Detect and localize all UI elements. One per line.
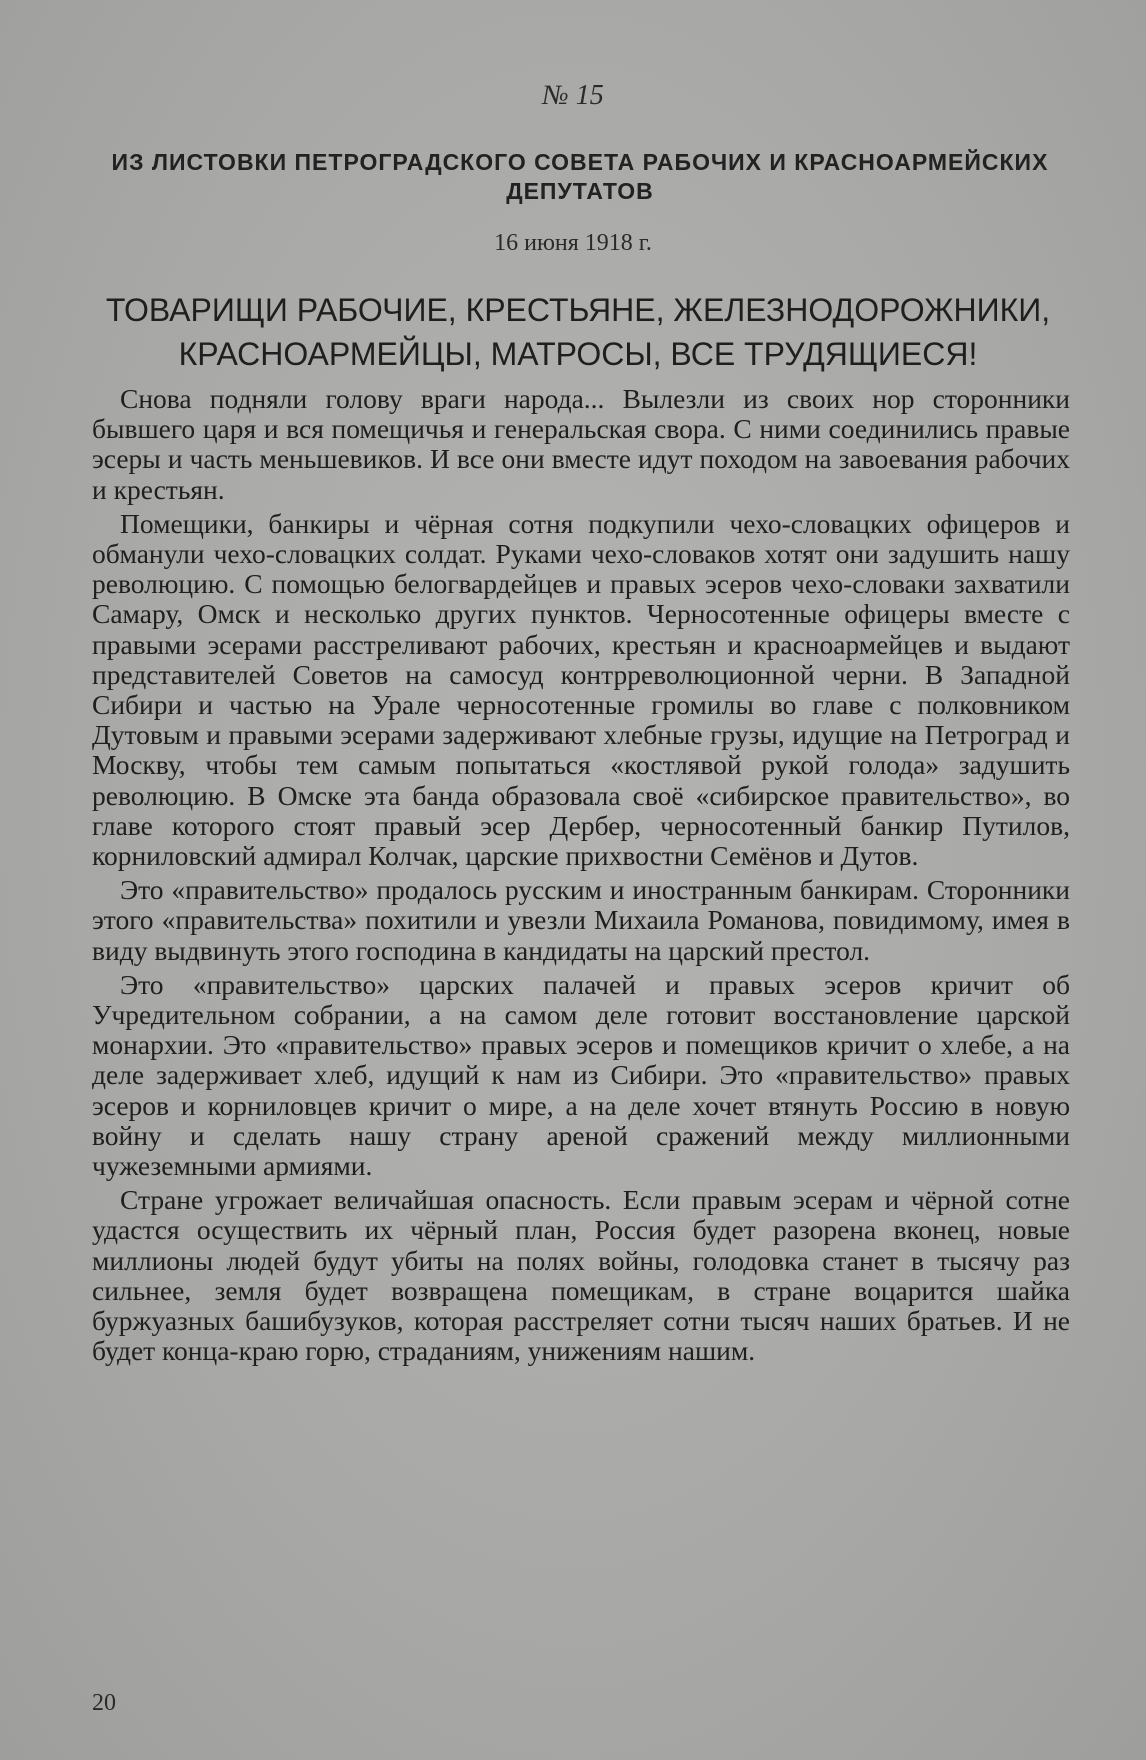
- leaflet-headline: ТОВАРИЩИ РАБОЧИЕ, КРЕСТЬЯНЕ, ЖЕЛЕЗНОДОРОЖНИКИ, КРАСНОАРМЕЙЦЫ, МАТРОСЫ, ВСЕ ТРУДЯЩИЕСЯ!: [105, 292, 1051, 372]
- paragraph-4: Это «правительство» царских палачей и правых эсеров кричит об Учредительном собрании, а на самом деле готовит восстановление царской монархии. Это «правительство» правых эсеров и помещиков кричит о хлебе, а на деле задерживает хлеб, идущий к нам из Сибири. Это «правительство» правых эсеров и корниловцев кричит о мире, а на деле хочет втянуть Россию в новую войну и сделать нашу страну ареной сражений между миллионными чужеземными армиями.: [92, 968, 1070, 1182]
- document-heading: ИЗ ЛИСТОВКИ ПЕТРОГРАДСКОГО СОВЕТА РАБОЧИХ И КРАСНОАРМЕЙСКИХ ДЕПУТАТОВ: [111, 149, 1049, 204]
- page-number: 20: [92, 1690, 116, 1716]
- leaflet-body: [92, 384, 1070, 1371]
- paragraph-3: Это «правительство» продалось русским и иностранным банкирам. Сторонники этого «правительства» похитили и увезли Михаила Романова, повидимому, имея в виду выдвинуть этого господина в кандидаты на царский престол.: [92, 874, 1070, 966]
- paragraph-2: Помещики, банкиры и чёрная сотня подкупили чехо-словацких офицеров и обманули чехо-словацких солдат. Руками чехо-словаков хотят они задушить нашу революцию. С помощью белогвардейцев и правых эсеров чехо-словаки захватили Самару, Омск и несколько других пунктов. Черносотенные офицеры вместе с правыми эсерами расстреливают рабочих, крестьян и красноармейцев и выдают представителей Советов на самосуд контрреволюционной черни. В Западной Сибири и частью на Урале черносотенные громилы во главе с полковником Дутовым и правыми эсерами задерживают хлебные грузы, идущие на Петроград и Москву, чтобы тем самым попытаться «костлявой рукой голода» задушить революцию. В Омске эта банда образовала своё «сибирское правительство», во главе которого стоят правый эсер Дербер, черносотенный банкир Путилов, корниловский адмирал Колчак, царские прихвостни Семёнов и Дутов.: [92, 507, 1070, 872]
- paragraph-5: Стране угрожает величайшая опасность. Если правым эсерам и чёрной сотне удастся осуществить их чёрный план, Россия будет разорена вконец, новые миллионы людей будут убиты на полях войны, голодовка станет в тысячу раз сильнее, земля будет возвращена помещикам, в стране воцарится шайка буржуазных башибузуков, которая расстреляет сотни тысяч наших братьев. И не будет конца-краю горю, страданиям, унижениям нашим.: [92, 1184, 1070, 1367]
- paragraph-1: Снова подняли голову враги народа... Вылезли из своих нор сторонники бывшего царя и вся помещичья и генеральская свора. С ними соединились правые эсеры и часть меньшевиков. И все они вместе идут походом на завоевания рабочих и крестьян.: [92, 383, 1070, 505]
- document-date: 16 июня 1918 г.: [494, 230, 652, 256]
- document-number: № 15: [542, 80, 604, 111]
